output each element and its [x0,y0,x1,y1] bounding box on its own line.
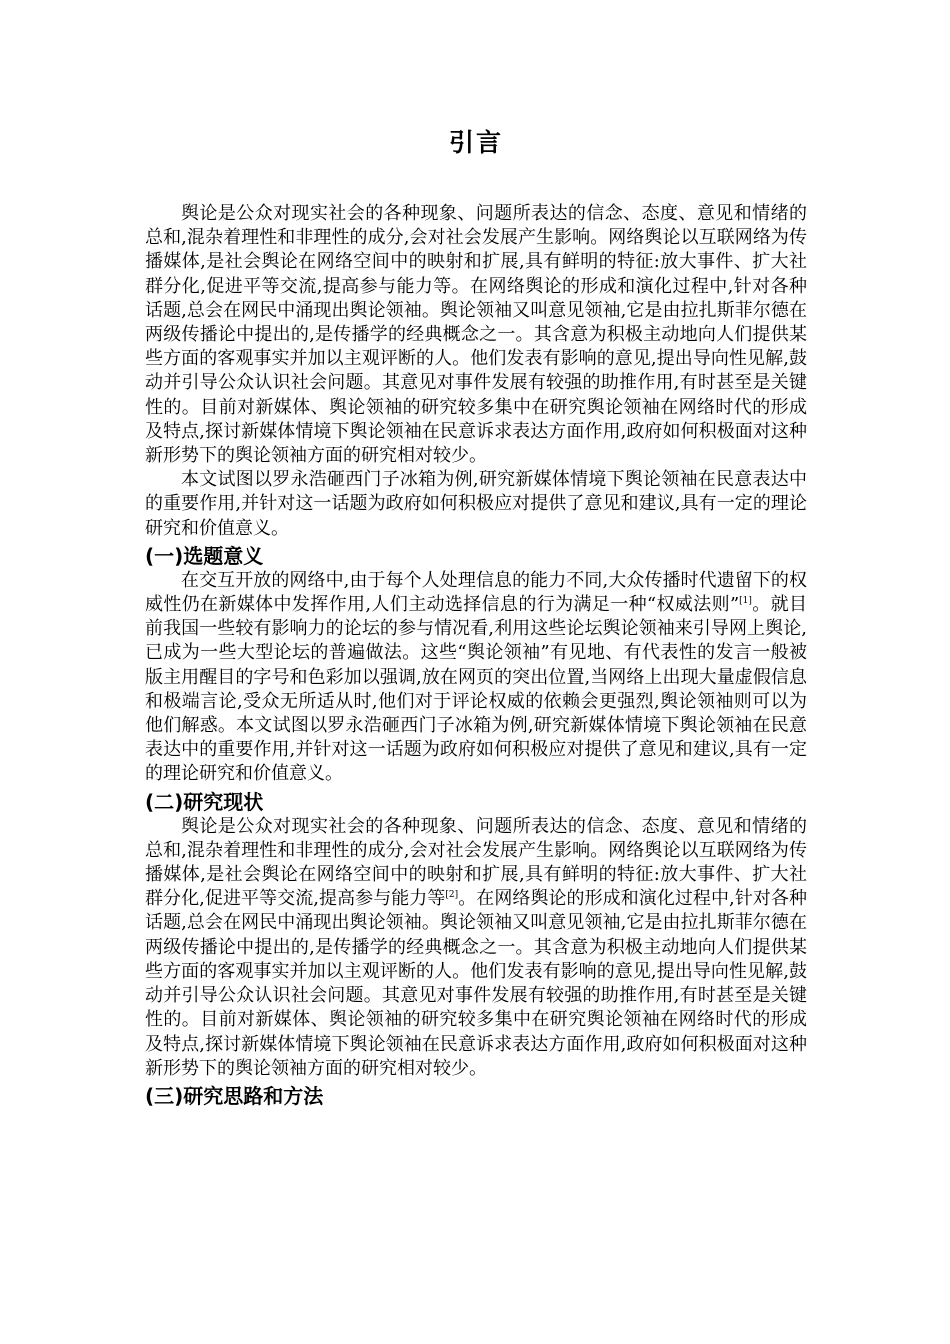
section-1-text-b: 。就目前我国一些较有影响力的论坛的参与情况看,利用这些论坛舆论领袖来引导网上舆论,已成为一些大型论坛的普遍做法。这些“舆论领袖”有见地、有代表性的发言一般被版主用醒目的字号和色彩加以强调,放在网页的突出位置,当网络上出现大量虚假信息和极端言论,受众无所适从时,他们对于评论权威的依赖会更强烈,舆论领袖则可以为他们解惑。本文试图以罗永浩砸西门子冰箱为例,研究新媒体情境下舆论领袖在民意表达中的重要作用,并针对这一话题为政府如何积极应对提供了意见和建议,具有一定的理论研究和价值意义。 [145,594,807,785]
section-heading-research-status: (二)研究现状 [145,789,264,814]
page-title: 引言 [448,128,503,157]
document-page [145,118,807,1109]
section-heading-topic-significance: (一)选题意义 [145,543,264,568]
intro-paragraph-2: 本文试图以罗永浩砸西门子冰箱为例,研究新媒体情境下舆论领袖在民意表达中的重要作用,并针对这一话题为政府如何积极应对提供了意见和建议,具有一定的理论研究和价值意义。 [145,469,807,539]
citation-ref-2: [2] [445,890,459,901]
section-1-text-a: 在交互开放的网络中,由于每个人处理信息的能力不同,大众传播时代遗留下的权威性仍在新媒体中发挥作用,人们主动选择信息的行为满足一种“权威法则” [145,569,807,616]
section-2-text-b: 。在网络舆论的形成和演化过程中,针对各种话题,总会在网民中涌现出舆论领袖。舆论领袖又叫意见领袖,它是由拉扎斯菲尔德在两级传播论中提出的,是传播学的经典概念之一。其含意为积极主动地向人们提供某些方面的客观事实并加以主观评断的人。他们发表有影响的意见,提出导向性见解,鼓动并引导公众认识社会问题。其意见对事件发展有较强的助推作用,有时甚至是关键性的。目前对新媒体、舆论领袖的研究较多集中在研究舆论领袖在网络时代的形成及特点,探讨新媒体情境下舆论领袖在民意诉求表达方面作用,政府如何积极面对这种新形势下的舆论领袖方面的研究相对较少。 [145,888,807,1079]
section-heading-research-methods: (三)研究思路和方法 [145,1083,324,1108]
section-2-paragraph [145,815,807,1081]
intro-paragraph-1: 舆论是公众对现实社会的各种现象、问题所表达的信念、态度、意见和情绪的总和,混杂着理性和非理性的成分,会对社会发展产生影响。网络舆论以互联网络为传播媒体,是社会舆论在网络空间中的映射和扩展,具有鲜明的特征:放大事件、扩大社群分化,促进平等交流,提高参与能力等。在网络舆论的形成和演化过程中,针对各种话题,总会在网民中涌现出舆论领袖。舆论领袖又叫意见领袖,它是由拉扎斯菲尔德在两级传播论中提出的,是传播学的经典概念之一。其含意为积极主动地向人们提供某些方面的客观事实并加以主观评断的人。他们发表有影响的意见,提出导向性见解,鼓动并引导公众认识社会问题。其意见对事件发展有较强的助推作用,有时甚至是关键性的。目前对新媒体、舆论领袖的研究较多集中在研究舆论领袖在网络时代的形成及特点,探讨新媒体情境下舆论领袖在民意诉求表达方面作用,政府如何积极面对这种新形势下的舆论领袖方面的研究相对较少。 [145,203,807,467]
section-2-text-a: 舆论是公众对现实社会的各种现象、问题所表达的信念、态度、意见和情绪的总和,混杂着理性和非理性的成分,会对社会发展产生影响。网络舆论以互联网络为传播媒体,是社会舆论在网络空间中的映射和扩展,具有鲜明的特征:放大事件、扩大社群分化,促进平等交流,提高参与能力等 [145,815,807,910]
citation-ref-1: [1] [739,596,752,607]
section-1-paragraph [145,569,807,787]
